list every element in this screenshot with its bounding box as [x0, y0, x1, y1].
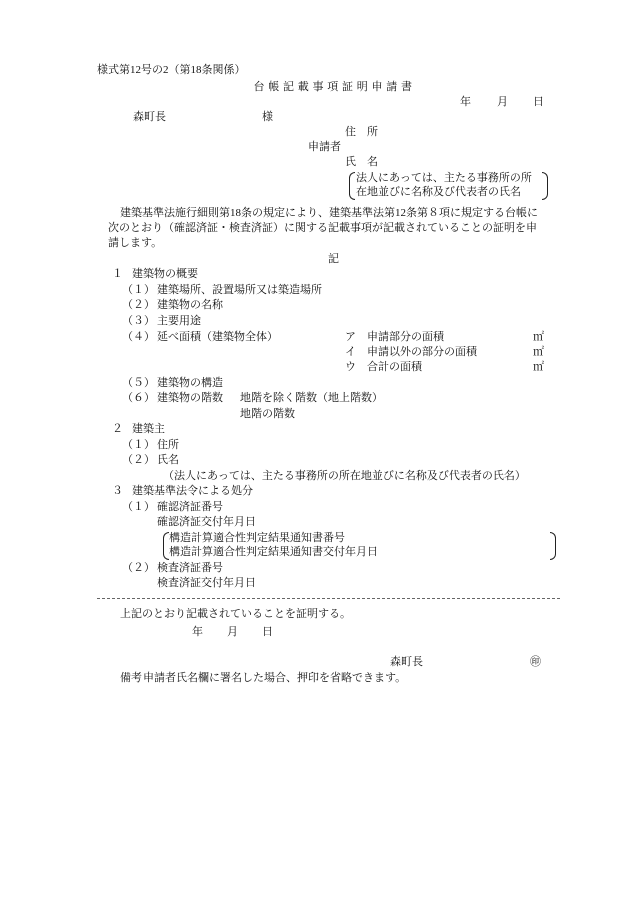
form-number: 様式第12号の2（第18条関係）: [97, 64, 246, 76]
section2-label: 建築主: [132, 423, 165, 435]
area-item-i-label: 申請以外の部分の面積: [367, 346, 477, 358]
floors-below-label: 地階の階数: [240, 408, 295, 420]
section1-item-2-label: 建築物の名称: [157, 299, 223, 311]
section1-item-1-label: 建築場所、設置場所又は築造場所: [157, 284, 322, 296]
section2-item-2-label: 氏名: [157, 454, 179, 466]
certification-issuer: 森町長: [390, 656, 423, 668]
addressee-honorific: 様: [262, 111, 273, 123]
section1-item-1-num: （１）: [122, 284, 155, 296]
remarks-label: 備考: [120, 672, 142, 684]
section1-item-3-label: 主要用途: [157, 315, 201, 327]
applicant-note-line-1: 法人にあっては、主たる事務所の所: [356, 172, 532, 184]
certification-statement: 上記のとおり記載されていることを証明する。: [120, 608, 351, 620]
applicant-label: 申請者: [308, 141, 341, 153]
area-item-a-unit: ㎡: [533, 331, 544, 343]
section2-number: ２: [112, 423, 123, 435]
addressee-name: 森町長: [133, 111, 166, 123]
section1-item-6-num: （６）: [122, 392, 155, 404]
dashed-divider: [97, 598, 560, 599]
structural-right-bracket: [550, 532, 556, 560]
applicant-name-label: 氏 名: [345, 156, 378, 168]
body-line-2: 次のとおり（確認済証・検査済証）に関する記載事項が記載されていることの証明を申: [108, 222, 537, 234]
application-date-day: 日: [533, 96, 544, 108]
section1-number: １: [112, 268, 123, 280]
application-date-year: 年: [460, 96, 471, 108]
section1-item-4-num: （４）: [122, 331, 155, 343]
section1-item-5-label: 建築物の構造: [157, 377, 223, 389]
section1-item-2-num: （２）: [122, 299, 155, 311]
section2-item-1-label: 住所: [157, 439, 179, 451]
structural-line-1: 構造計算適合性判定結果通知書番号: [169, 532, 345, 544]
body-line-1: 建築基準法施行細則第18条の規定により、建築基準法第12条第８項に規定する台帳に: [120, 207, 538, 219]
application-date-month: 月: [497, 96, 508, 108]
section1-item-5-num: （５）: [122, 377, 155, 389]
section1-label: 建築物の概要: [132, 268, 198, 280]
section3-item-1-num: （１）: [122, 501, 155, 513]
section1-item-3-num: （３）: [122, 315, 155, 327]
applicant-note-line-2: 在地並びに名称及び代表者の氏名: [356, 186, 521, 198]
section3-item-2-sub: 検査済証交付年月日: [157, 577, 256, 589]
applicant-note-right-bracket: [542, 172, 548, 200]
seal-mark: ㊞: [530, 656, 541, 668]
section2-corporate-note: （法人にあっては、主たる事務所の所在地並びに名称及び代表者の氏名）: [163, 470, 526, 482]
page-title: 台 帳 記 載 事 項 証 明 申 請 書: [253, 81, 413, 93]
section1-item-6-label: 建築物の階数: [157, 392, 223, 404]
ki-heading: 記: [328, 253, 339, 265]
area-item-a-letter: ア: [345, 331, 356, 343]
floors-above-label: 地階を除く階数（地上階数）: [240, 392, 383, 404]
area-item-a-label: 申請部分の面積: [367, 331, 444, 343]
certification-date-month: 月: [227, 626, 238, 638]
section3-item-2-label: 検査済証番号: [157, 562, 223, 574]
area-item-u-label: 合計の面積: [367, 361, 422, 373]
certification-date-day: 日: [262, 626, 273, 638]
applicant-address-label: 住 所: [345, 126, 378, 138]
section3-label: 建築基準法令による処分: [132, 485, 253, 497]
section1-item-4-label: 延べ面積（建築物全体）: [157, 331, 278, 343]
area-item-u-letter: ウ: [345, 361, 356, 373]
area-item-u-unit: ㎡: [533, 361, 544, 373]
remarks-text: 申請者氏名欄に署名した場合、押印を省略できます。: [143, 672, 407, 684]
section2-item-2-num: （２）: [122, 454, 155, 466]
structural-line-2: 構造計算適合性判定結果通知書交付年月日: [169, 546, 378, 558]
section3-number: ３: [112, 485, 123, 497]
area-item-i-unit: ㎡: [533, 346, 544, 358]
applicant-note-left-bracket: [349, 172, 355, 200]
body-line-3: 請します。: [108, 237, 163, 249]
section3-item-2-num: （２）: [122, 562, 155, 574]
section3-item-1-sub: 確認済証交付年月日: [157, 516, 256, 528]
section3-item-1-label: 確認済証番号: [157, 501, 223, 513]
certification-date-year: 年: [192, 626, 203, 638]
area-item-i-letter: イ: [345, 346, 356, 358]
section2-item-1-num: （１）: [122, 439, 155, 451]
